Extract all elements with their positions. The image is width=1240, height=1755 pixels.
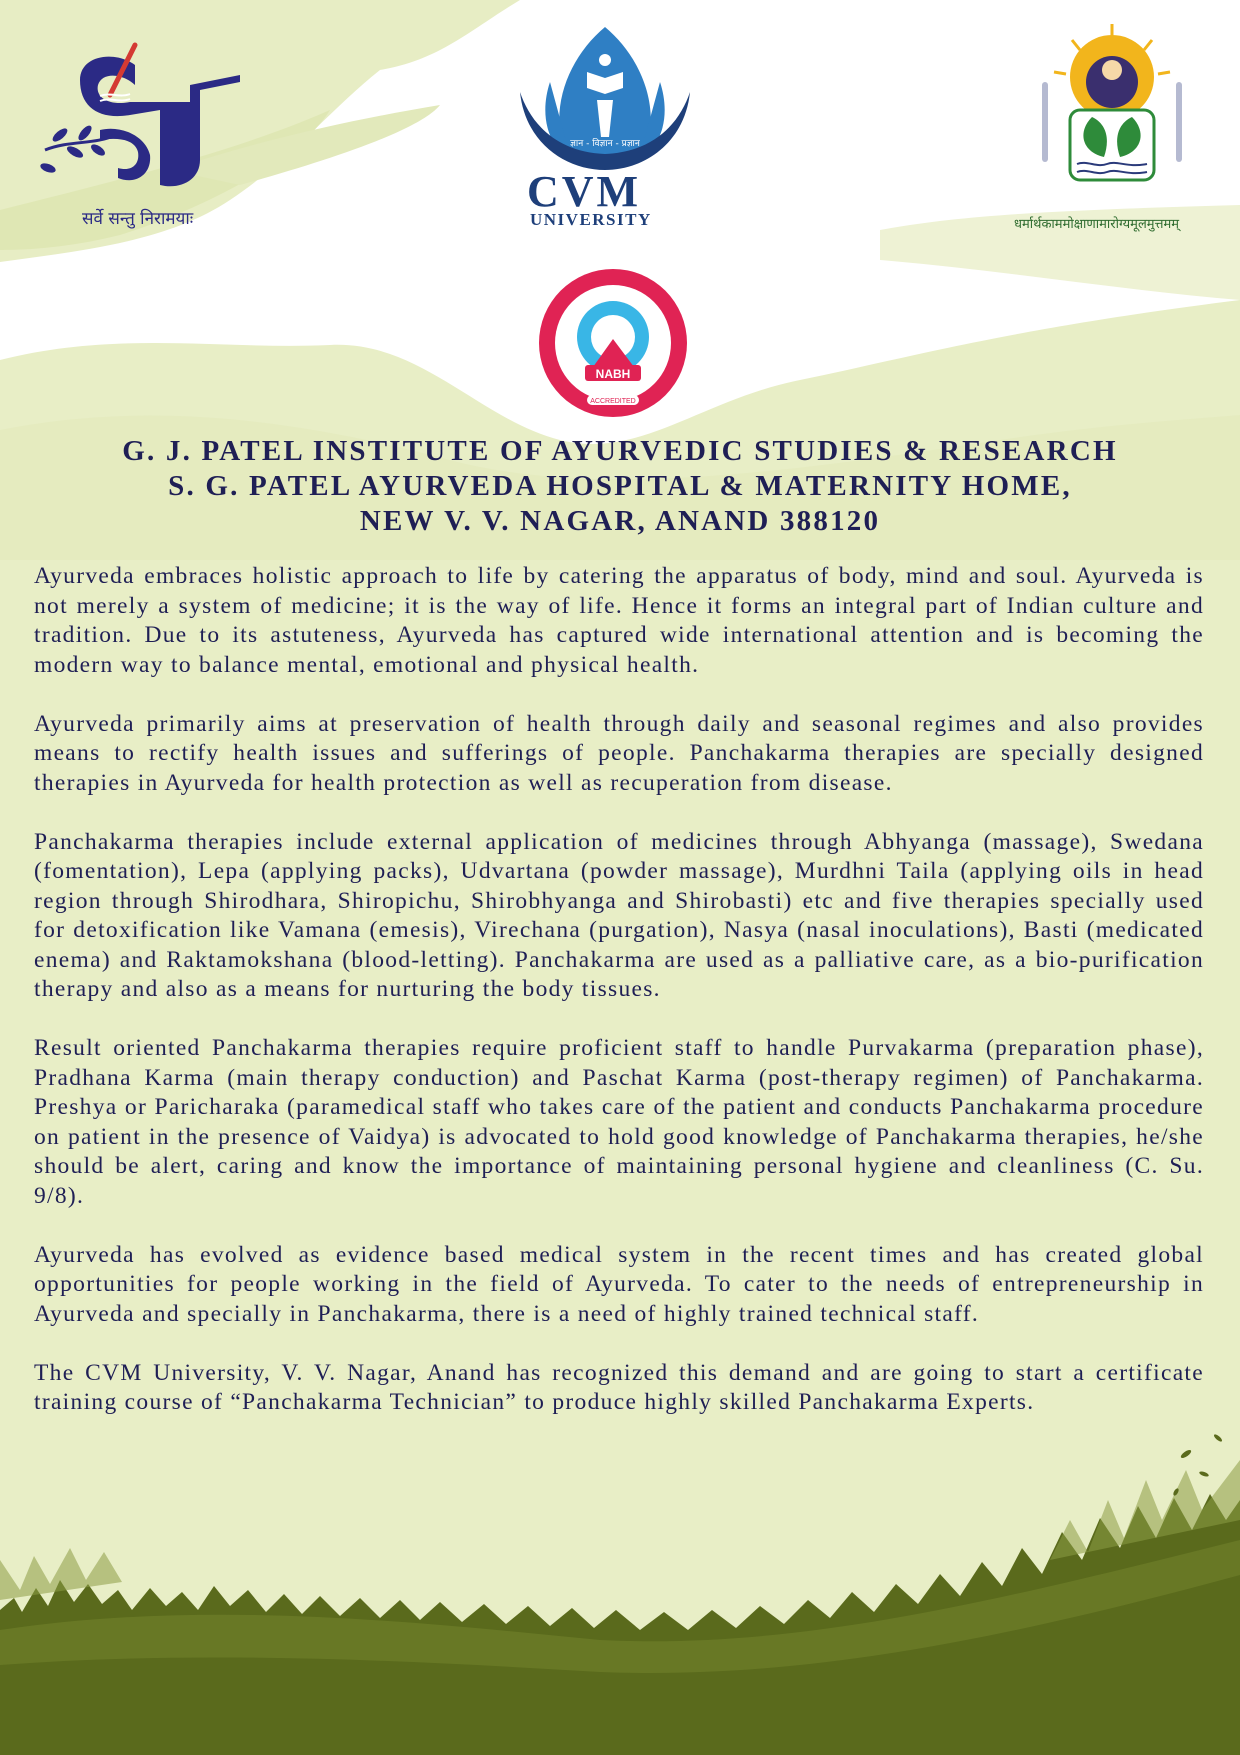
paragraph-4: Result oriented Panchakarma therapies require proficient staff to handle Purvakarma (preparation phase), Pradhana Karma (main therapy conduction) and Paschat Karma (post-therapy regimen) of Panchakarma. Preshya or Paricharaka (paramedical staff who takes care of the patient and conducts Panchakarma procedure on patient in the presence of Vaidya) is advocated to hold good knowledge of Panchakarma therapies, he/she should be alert, caring and know the importance of maintaining personal hygiene and cleanliness (C. Su. 9/8). [34,1035,1204,1209]
hospital-logo [1032,22,1192,212]
paragraph-5: Ayurveda has evolved as evidence based medical system in the recent times and has created global opportunities for people working in the field of Ayurveda. To cater to the needs of entrepreneurship in Ayurveda and specially in Panchakarma, there is a need of highly trained technical staff. [34,1241,1204,1327]
body-text [34,562,1204,1447]
paragraph-6: The CVM University, V. V. Nagar, Anand has recognized this demand and are going to start a certificate training course of “Panchakarma Technician” to produce highly skilled Panchakarma Experts. [34,1359,1204,1415]
heading-line-3: NEW V. V. NAGAR, ANAND 388120 [359,505,881,537]
nabh-name: NABH [595,367,631,381]
cvm-sub: UNIVERSITY [530,210,652,229]
lamp-icon [599,54,611,66]
paragraph-1: Ayurveda embraces holistic approach to life by catering the apparatus of body, mind and soul. Ayurveda is not merely a system of medicine; it is the way of life. Hence it forms an integral part of Indian culture and tradition. Due to its astuteness, Ayurveda has captured wide international attention and is becoming the modern way to balance mental, emotional and physical health. [34,563,1204,678]
cvm-ribbon-text: ज्ञान - विज्ञान - प्रज्ञान [570,139,640,149]
heading-line-1: G. J. PATEL INSTITUTE OF AYURVEDIC STUDIES & RESEARCH [122,435,1118,467]
nabh-logo [537,267,689,419]
heading-line-2: S. G. PATEL AYURVEDA HOSPITAL & MATERNITY HOME, [168,470,1072,502]
cvm-name: CVM [527,167,642,216]
paragraph-2: Ayurveda primarily aims at preservation of health through daily and seasonal regimes and also provides means to rectify health issues and sufferings of people. Panchakarma therapies are specially designed therapies in Ayurveda for health protection as well as recuperation from disease. [34,710,1204,796]
paragraph-3: Panchakarma therapies include external application of medicines through Abhyanga (massage), Swedana (fomentation), Lepa (applying packs), Udvartana (powder massage), Murdhni Taila (applying oils in head region through Shirodhara, Shiropichu, Shirobhyanga and Shirobasti) etc and five therapies specially used for detoxification like Vamana (emesis), Virechana (purgation), Nasya (nasal inoculations), Basti (medicated enema) and Raktamokshana (blood-letting). Panchakarma are used as a palliative care, as a bio-purification therapy and also as a means for nurturing the body tissues. [34,828,1204,1002]
nabh-accredited: ACCREDITED [590,398,636,405]
cvm-university-logo [505,22,705,172]
institute-logo [40,40,240,200]
hospital-motto: धर्मार्थकाममोक्षाणामारोग्यमूलमुत्तमम् [1014,217,1180,232]
institute-motto: सर्वे सन्तु निरामयाः [82,209,194,229]
institution-heading [40,434,1200,539]
